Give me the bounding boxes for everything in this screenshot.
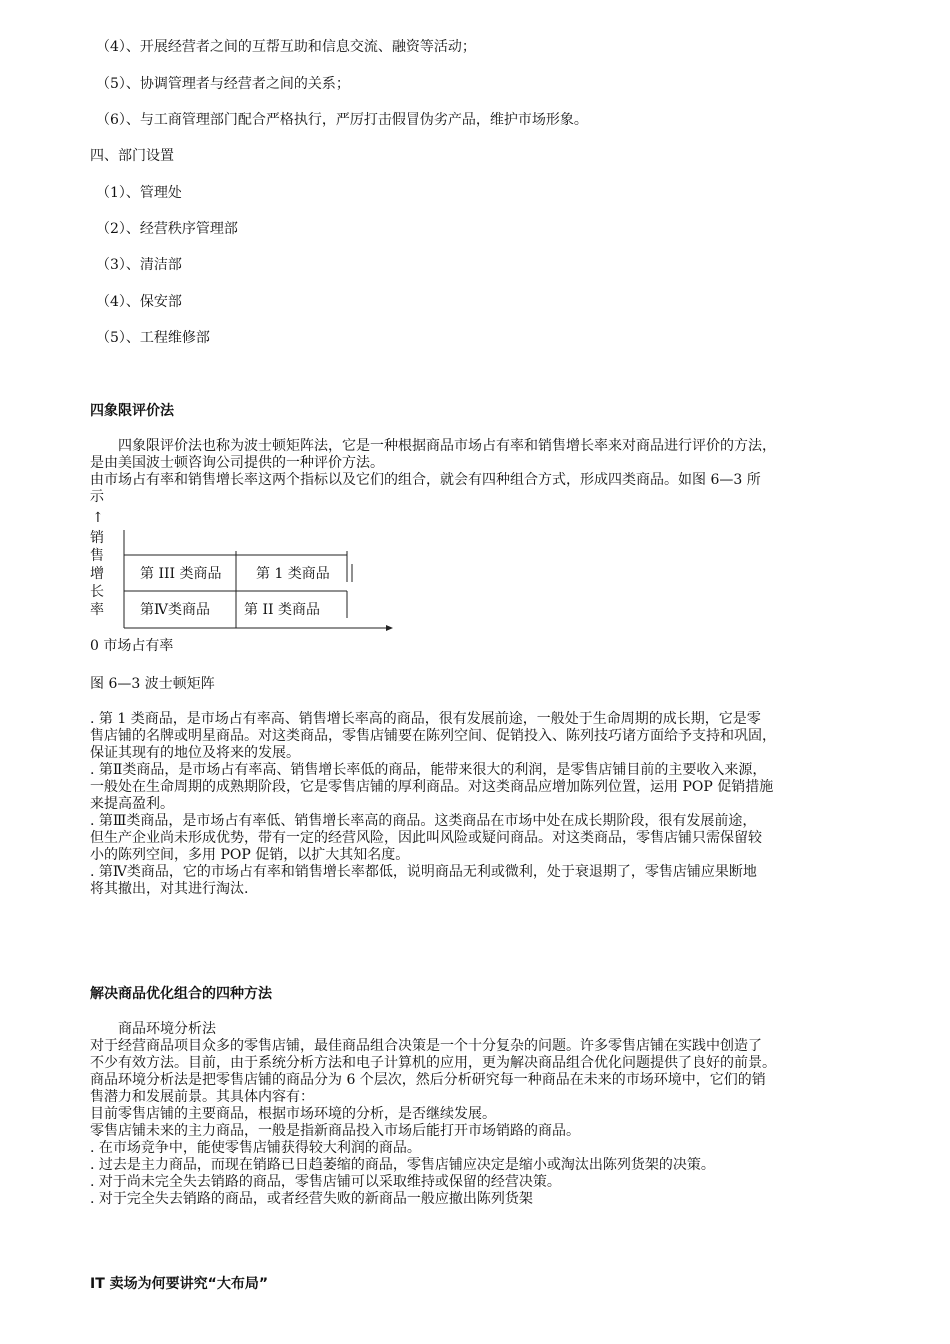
list-item: （6）、与工商管理部门配合严格执行，严厉打击假冒伪劣产品，维护市场形象。 [96,112,588,128]
section-heading: 解决商品优化组合的四种方法 [90,986,272,1002]
section1-body [90,711,868,898]
matrix-cell-tr: 第 1 类商品 [256,566,330,582]
text-line: . 过去是主力商品，而现在销路已日趋萎缩的商品，零售店铺应决定是缩小或淘汰出陈列货架的决策。 [90,1157,715,1173]
list-item: （5）、协调管理者与经营者之间的关系； [96,76,350,92]
axis-char: 售 [90,548,104,564]
text-line: 小的陈列空间，多用 POP 促销，以扩大其知名度。 [90,847,410,863]
text-line: . 第Ⅱ类商品，是市场占有率高、销售增长率低的商品，能带来很大的利润，是零售店铺目前的主要收入来源， [90,762,767,778]
text-line: . 第Ⅲ类商品，是市场占有率低、销售增长率高的商品。这类商品在市场中处在成长期阶段，很有发展前途， [90,813,757,829]
list-item: （3）、清洁部 [96,257,182,273]
text-line: . 对于尚未完全失去销路的商品，零售店铺可以采取维持或保留的经营决策。 [90,1174,561,1190]
arrow-up-icon: ↑ [92,510,104,526]
text-line: 零售店铺未来的主力商品，一般是指新商品投入市场后能打开市场销路的商品。 [90,1123,580,1139]
dept-title: 四、部门设置 [90,148,174,164]
list-item: （1）、管理处 [96,185,182,201]
text-line: 售店铺的名牌或明星商品。对这类商品，零售店铺要在陈列空间、促销投入、陈列技巧诸方面给予支持和巩固， [90,728,776,744]
text-line: 示 [90,489,104,505]
section-heading: IT 卖场为何要讲究“大布局” [90,1276,269,1292]
text-line: 对于经营商品项目众多的零售店铺，最佳商品组合决策是一个十分复杂的问题。许多零售店铺在实践中创造了 [90,1038,762,1054]
text-line: 由市场占有率和销售增长率这两个指标以及它们的组合，就会有四种组合方式，形成四类商品。如图 6—3 所 [90,472,761,488]
text-line: 将其撤出，对其进行淘汰. [90,881,249,897]
list-item: （4）、保安部 [96,294,182,310]
subheading: 商品环境分析法 [90,1021,216,1037]
text-line: 目前零售店铺的主要商品，根据市场环境的分析，是否继续发展。 [90,1106,496,1122]
section2-body [90,1021,868,1208]
figure-caption: 图 6—3 波士顿矩阵 [90,676,215,692]
text-line: 但生产企业尚未形成优势，带有一定的经营风险，因此叫风险或疑问商品。对这类商品，零售店铺只需保留较 [90,830,762,846]
axis-char: 长 [90,584,104,600]
list-item: （4）、开展经营者之间的互帮互助和信息交流、融资等活动； [96,39,476,55]
text-line: . 对于完全失去销路的商品，或者经营失败的新商品一般应撤出陈列货架 [90,1191,533,1207]
list-item: （2）、经营秩序管理部 [96,221,238,237]
text-line: . 第 1 类商品，是市场占有率高、销售增长率高的商品，很有发展前途，一般处于生命周期的成长期，它是零 [90,711,761,727]
matrix-cell-tl: 第 III 类商品 [140,566,222,582]
boston-matrix-diagram [90,510,410,656]
text-line: 不少有效方法。目前，由于系统分析方法和电子计算机的应用，更为解决商品组合优化问题提供了良好的前景。 [90,1055,776,1071]
matrix-lines [90,514,410,656]
axis-char: 增 [90,566,104,582]
text-line: 售潜力和发展前景。其具体内容有： [90,1089,314,1105]
text-line: 商品环境分析法是把零售店铺的商品分为 6 个层次，然后分析研究每一种商品在未来的市场环境中，它们的销 [90,1072,766,1088]
text-line: . 第Ⅳ类商品，它的市场占有率和销售增长率都低，说明商品无利或微利，处于衰退期了，零售店铺应果断地 [90,864,757,880]
matrix-cell-br: 第 II 类商品 [244,602,320,618]
axis-char: 率 [90,602,104,618]
matrix-cell-bl: 第Ⅳ类商品 [140,602,210,618]
text-line: 四象限评价法也称为波士顿矩阵法，它是一种根据商品市场占有率和销售增长率来对商品进行评价的方法， [90,438,776,454]
text-line: 是由美国波士顿咨询公司提供的一种评价方法。 [90,455,384,471]
text-line: 一般处在生命周期的成熟期阶段，它是零售店铺的厚利商品。对这类商品应增加陈列位置，运用 POP 促销措施 [90,779,774,795]
axis-char: 销 [90,530,104,546]
x-axis-label: 0 市场占有率 [90,638,174,654]
section-heading: 四象限评价法 [90,403,174,419]
text-line: 保证其现有的地位及将来的发展。 [90,745,300,761]
section-intro [90,438,868,506]
text-line: . 在市场竞争中，能使零售店铺获得较大利润的商品。 [90,1140,421,1156]
list-item: （5）、工程维修部 [96,330,210,346]
text-line: 来提高盈利。 [90,796,174,812]
